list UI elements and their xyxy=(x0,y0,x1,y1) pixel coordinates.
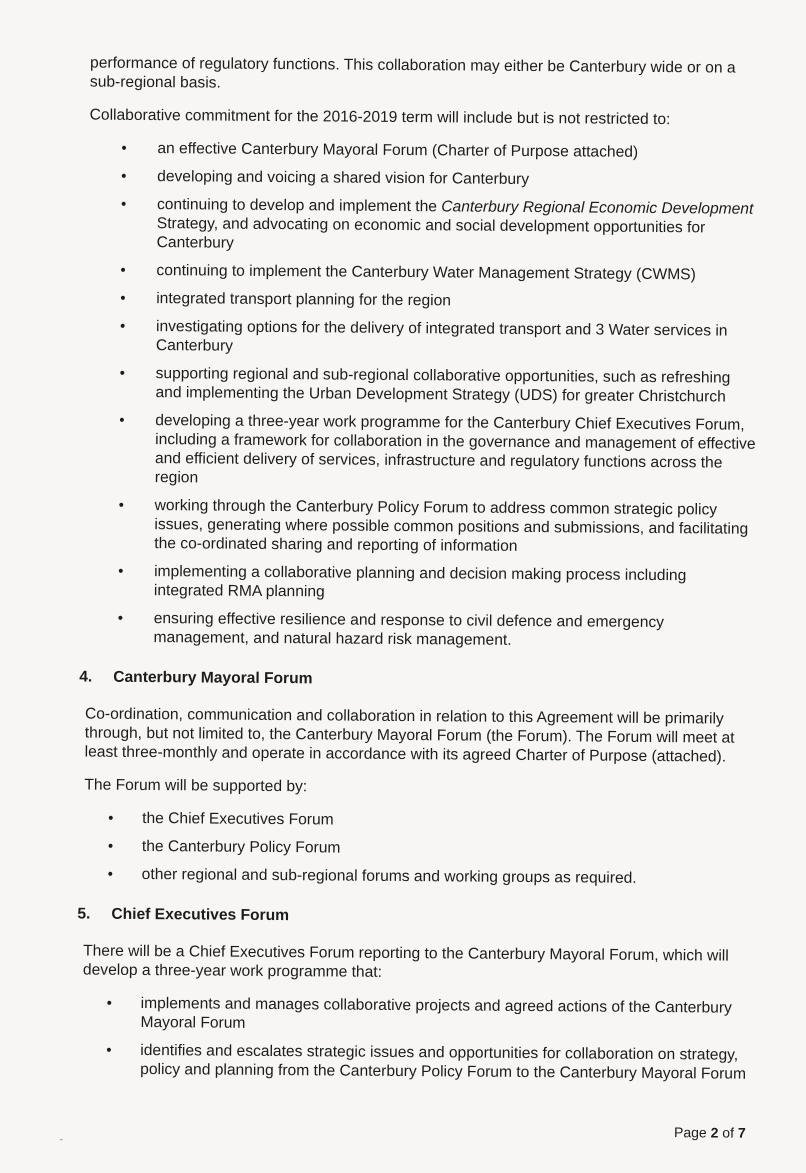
bullet-icon: • xyxy=(118,562,124,580)
section-4-heading xyxy=(79,668,755,691)
bullet-icon: • xyxy=(117,609,124,627)
section-number: 5. xyxy=(77,905,91,923)
forum-support-list xyxy=(78,808,755,888)
list-item: • an effective Canterbury Mayoral Forum (Charter of Purpose attached) xyxy=(121,139,639,161)
list-item: • supporting regional and sub-regional collaborative opportunities, such as refreshing and implementing the Urban Development Strategy (UDS) for greater Christchurch xyxy=(119,364,731,406)
bullet-icon: • xyxy=(107,837,114,855)
page-number: Page 2 of 7 xyxy=(673,1124,746,1141)
list-item: • other regional and sub-regional forums and working groups as required. xyxy=(107,865,637,887)
footer-mark: - xyxy=(59,1134,64,1146)
bullet-icon: • xyxy=(120,261,126,279)
section-title: Chief Executives Forum xyxy=(111,905,290,925)
work-programme-list xyxy=(76,993,753,1083)
list-item: • ensuring effective resilience and response to civil defence and emergency management, and natural hazard risk management. xyxy=(117,609,665,649)
section-title: Canterbury Mayoral Forum xyxy=(113,668,313,688)
list-item: • implementing a collaborative planning and decision making process including integrated RMA planning xyxy=(118,562,687,601)
commitments-list xyxy=(80,139,760,652)
intro-continuation: performance of regulatory functions. This collaboration may either be Canterbury wide or on a sub-regional basis. xyxy=(89,54,736,92)
section-4-lead: The Forum will be supported by: xyxy=(84,776,308,796)
bullet-icon: • xyxy=(121,167,127,185)
list-item: • working through the Canterbury Policy Forum to address common strategic policy issues, generating where possible common positions and submissions, and facilitating the co-ordinated sharing and reporting of information xyxy=(118,496,749,555)
bullet-icon: • xyxy=(106,1041,112,1059)
bullet-icon: • xyxy=(119,317,126,335)
list-item: • developing and voicing a shared vision for Canterbury xyxy=(121,167,530,189)
bullet-icon: • xyxy=(108,809,114,827)
section-5-paragraph: There will be a Chief Executives Forum reporting to the Canterbury Mayoral Forum, which will develop a three-year work programme that: xyxy=(82,942,729,981)
list-item: • investigating options for the delivery of integrated transport and 3 Water services in Canterbury xyxy=(119,317,728,355)
list-item: • integrated transport planning for the region xyxy=(120,289,452,310)
list-item: • the Chief Executives Forum xyxy=(108,809,334,829)
list-item: • identifies and escalates strategic issues and opportunities for collaboration on strategy, policy and planning from the Canterbury Policy Forum to the Canterbury Mayoral Forum xyxy=(106,1041,747,1083)
commitments-lead: Collaborative commitment for the 2016-2019 term will include but is not restricted to: xyxy=(89,106,671,129)
section-4-paragraph: Co-ordination, communication and collaboration in relation to this Agreement will be primarily through, but not limited to, the Canterbury Mayoral Forum (the Forum). The Forum will meet at least three-monthly and operate in accordance with its agreed Charter of Purpose (attached). xyxy=(84,705,735,766)
bullet-icon: • xyxy=(106,994,113,1012)
bullet-icon: • xyxy=(120,195,127,213)
section-number: 4. xyxy=(79,668,93,686)
bullet-icon: • xyxy=(119,364,125,382)
list-item: • implements and manages collaborative projects and agreed actions of the Canterbury Mayoral Forum xyxy=(106,994,732,1032)
list-item: • continuing to implement the Canterbury Water Management Strategy (CWMS) xyxy=(120,261,696,284)
strategy-name: Canterbury Regional Economic Development xyxy=(441,198,754,218)
bullet-icon: • xyxy=(120,289,126,307)
list-item: • the Canterbury Policy Forum xyxy=(107,837,341,857)
list-item: • developing a three-year work programme for the Canterbury Chief Executives Forum, including a framework for collaboration in the governance and management of effective and efficient delivery of services, infrastructure and regulatory functions across the region xyxy=(119,411,756,487)
section-5-heading xyxy=(77,905,753,928)
bullet-icon: • xyxy=(119,411,125,429)
bullet-icon: • xyxy=(118,496,124,514)
list-item: • continuing to develop and implement the Canterbury Regional Economic Development Strategy, and advocating on economic and social development opportunities for Canterbury xyxy=(120,195,754,252)
bullet-icon: • xyxy=(107,865,114,883)
bullet-icon: • xyxy=(121,139,127,157)
